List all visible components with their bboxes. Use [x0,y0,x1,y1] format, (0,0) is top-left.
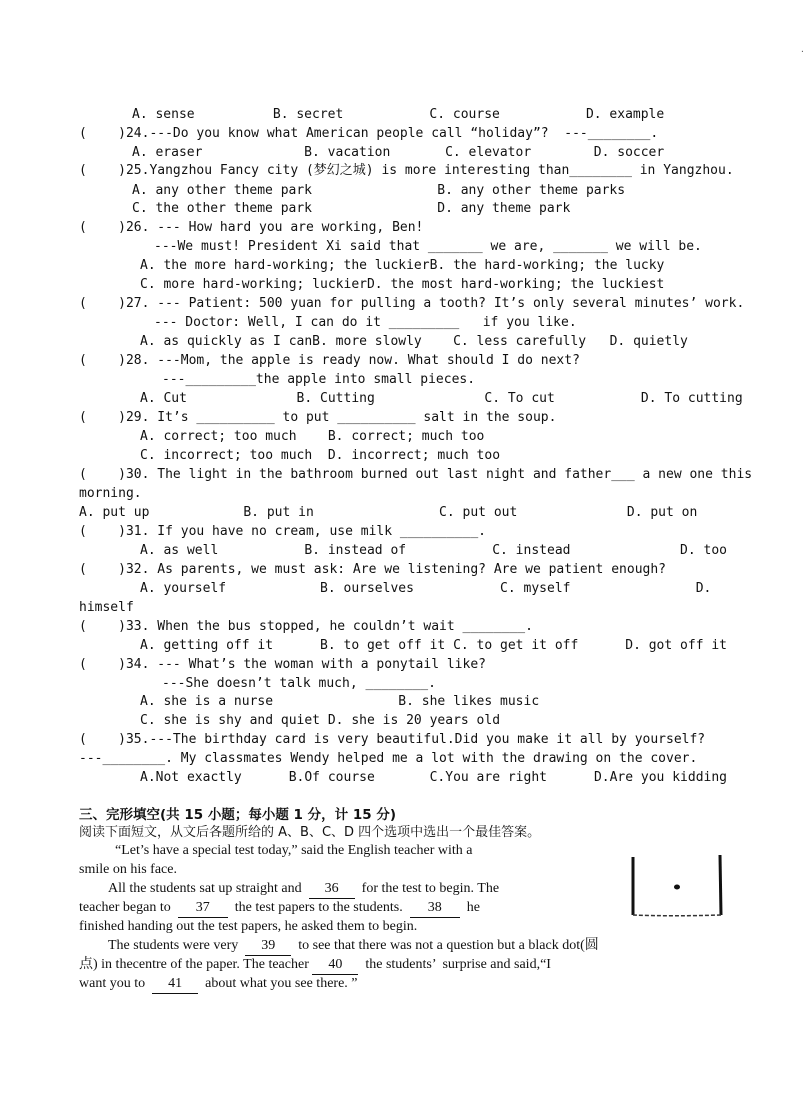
question-25: ( )25.Yangzhou Fancy city (梦幻之城) is more interesting than________ in Yangzhou. [79,163,734,178]
blank-37: 37 [178,899,228,918]
passage-text: 点) in thecentre of the paper. The teacher [79,957,309,972]
q25-options-ab: A. any other theme park B. any other theme parks [132,183,626,198]
question-30: ( )30. The light in the bathroom burned out last night and father___ a new one this [79,467,753,482]
paper-bottom-edge [633,915,721,916]
question-27-reply: --- Doctor: Well, I can do it _________ if you like. [154,315,577,330]
paper-right-edge [720,855,721,915]
blank-38: 38 [410,899,460,918]
passage-text: he [466,900,480,915]
passage-text: All the students sat up straight and [108,881,302,896]
passage-line-1: “Let’s have a special test today,” said the English teacher with a [115,843,473,858]
q27-options: A. as quickly as I canB. more slowly C. less carefully D. quietly [140,334,688,349]
q24-options: A. eraser B. vacation C. elevator D. soccer [132,145,665,160]
passage-line-8 [79,975,358,994]
black-dot-paper-illustration [630,853,724,919]
question-34-reply: ---She doesn’t talk much, ________. [162,676,436,691]
q26-options-ab: A. the more hard-working; the luckierB. the hard-working; the lucky [140,258,665,273]
question-26-reply: ---We must! President Xi said that _______ we are, _______ we will be. [154,239,702,254]
q35-options: A.Not exactly B.Of course C.You are right D.Are you kidding [140,770,727,785]
passage-text: The students were very [108,938,239,953]
passage-line-2: smile on his face. [79,862,177,877]
passage-text: teacher began to [79,900,171,915]
q34-options-ab: A. she is a nurse B. she likes music [140,694,540,709]
question-31: ( )31. If you have no cream, use milk __________. [79,524,486,539]
passage-line-5: finished handing out the test papers, he asked them to begin. [79,919,418,934]
question-34: ( )34. --- What’s the woman with a ponytail like? [79,657,486,672]
question-33: ( )33. When the bus stopped, he couldn’t wait ________. [79,619,533,634]
q33-options: A. getting off it B. to get off it C. to get it off D. got off it [140,638,727,653]
passage-line-3 [108,880,499,899]
q30-options: A. put up B. put in C. put out D. put on [79,505,698,520]
q34-options-cd: C. she is shy and quiet D. she is 20 years old [140,713,501,728]
question-32: ( )32. As parents, we must ask: Are we listening? Are we patient enough? [79,562,666,577]
section-3-instruction: 阅读下面短文，从文后各题所给的 A、B、C、D 四个选项中选出一个最佳答案。 [79,825,541,840]
question-35: ( )35.---The birthday card is very beautiful.Did you make it all by yourself? [79,732,706,747]
q31-options: A. as well B. instead of C. instead D. too [140,543,727,558]
passage-text: want you to [79,976,146,991]
q28-options: A. Cut B. Cutting C. To cut D. To cutting [140,391,743,406]
question-28: ( )28. ---Mom, the apple is ready now. What should I do next? [79,353,580,368]
question-28-reply: ---_________the apple into small pieces. [162,372,476,387]
q26-options-cd: C. more hard-working; luckierD. the most hard-working; the luckiest [140,277,665,292]
q29-options-cd: C. incorrect; too much D. incorrect; much too [140,448,501,463]
passage-line-6 [108,937,599,956]
page-mark: . [800,45,805,54]
question-24: ( )24.---Do you know what American people call “holiday”? ---________. [79,126,659,141]
passage-text: about what you see there. ” [205,976,358,991]
question-26: ( )26. --- How hard you are working, Ben! [79,220,424,235]
blank-36: 36 [309,880,355,899]
passage-text: for the test to begin. The [361,881,500,896]
q29-options-ab: A. correct; too much B. correct; much too [140,429,485,444]
passage-line-4 [79,899,480,918]
blank-39: 39 [245,937,291,956]
q32-option-d-tail: himself [79,600,134,615]
question-27: ( )27. --- Patient: 500 yuan for pulling a tooth? It’s only several minutes’ work. [79,296,745,311]
question-30-tail: morning. [79,486,142,501]
blank-41: 41 [152,975,198,994]
passage-text: the test papers to the students. [234,900,403,915]
question-35-reply: ---________. My classmates Wendy helped me a lot with the drawing on the cover. [79,751,698,766]
passage-text: the students’ surprise and said,“I [365,957,551,972]
section-3-heading: 三、完形填空(共 15 小题；每小题 1 分，计 15 分) [79,807,397,823]
question-29: ( )29. It’s __________ to put __________ salt in the soup. [79,410,557,425]
passage-line-7 [79,956,551,975]
q25-options-cd: C. the other theme park D. any theme park [132,201,571,216]
q32-options: A. yourself B. ourselves C. myself D. [140,581,712,596]
q23-options: A. sense B. secret C. course D. example [132,107,665,122]
black-dot [674,885,680,890]
passage-text: to see that there was not a question but a black dot(圆 [298,938,599,953]
blank-40: 40 [312,956,358,975]
